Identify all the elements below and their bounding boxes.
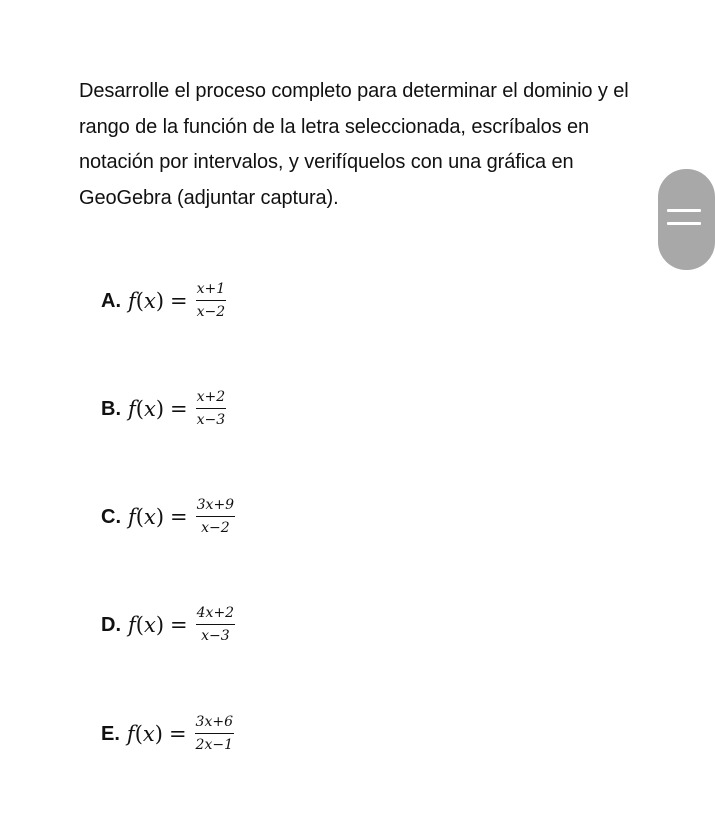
fraction: [196, 389, 227, 429]
option-letter: A.: [101, 289, 121, 312]
function-variable: x: [142, 722, 155, 746]
instructions-text: Desarrolle el proceso completo para determinar el dominio y el rango de la función de la letra seleccionada, escríbalos en notación por intervalos, y verifíquelos con una gráfica en GeoGebra (adjuntar captura).: [79, 80, 629, 209]
numerator: x+1: [196, 281, 227, 301]
function-name: f: [128, 289, 136, 313]
option-letter: E.: [101, 722, 120, 745]
fraction: [195, 714, 234, 754]
function-variable: x: [143, 289, 156, 313]
function-variable: x: [143, 505, 156, 529]
function-variable: x: [143, 613, 156, 637]
function-variable: x: [143, 397, 156, 421]
denominator: x−3: [196, 412, 226, 428]
equals-sign: =: [170, 613, 188, 637]
function-name: f: [128, 505, 136, 529]
option-a: A. f ( x ) = $\frac{x+1}{x-2}$: [101, 281, 226, 320]
equals-sign: =: [170, 397, 188, 421]
function-name: f: [126, 722, 135, 746]
scroll-handle[interactable]: [658, 169, 715, 270]
denominator: 2x−1: [195, 737, 233, 753]
fraction: [196, 497, 235, 537]
denominator: x−2: [201, 520, 230, 536]
option-c: C. f ( x ) = $\frac{3x+9}{x-2}$: [101, 497, 235, 536]
numerator: 4x+2: [196, 605, 235, 625]
denominator: x−3: [201, 628, 230, 644]
option-e: E. f ( x ) = $\frac{3x+6}{2x-1}$: [101, 714, 233, 753]
option-letter: B.: [101, 397, 121, 420]
numerator: x+2: [196, 389, 227, 409]
equals-sign: =: [170, 289, 188, 313]
fraction: [196, 605, 235, 645]
fraction: [196, 281, 227, 321]
function-name: f: [128, 397, 136, 421]
option-b: B. f ( x ) = $\frac{x+2}{x-3}$: [101, 389, 226, 428]
numerator: 3x+9: [196, 497, 235, 517]
option-letter: C.: [101, 505, 121, 528]
option-d: D. f ( x ) = $\frac{4x+2}{x-3}$: [101, 605, 235, 644]
option-letter: D.: [101, 613, 121, 636]
denominator: x−2: [196, 304, 226, 320]
equals-sign: =: [168, 722, 187, 746]
function-name: f: [128, 613, 136, 637]
equals-sign: =: [170, 505, 188, 529]
numerator: 3x+6: [195, 714, 234, 734]
